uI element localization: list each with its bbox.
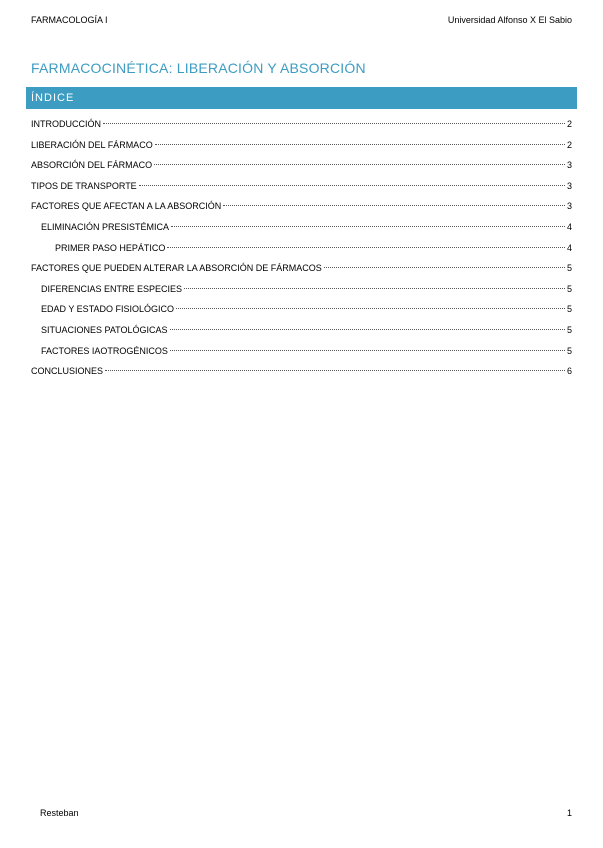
toc-dot-leader [324, 267, 565, 268]
document-title: FARMACOCINÉTICA: LIBERACIÓN Y ABSORCIÓN [31, 60, 366, 76]
toc-entry[interactable] [31, 135, 572, 156]
toc-entry-label: FACTORES QUE PUEDEN ALTERAR LA ABSORCIÓN DE FÁRMACOS [31, 263, 322, 274]
toc-entry-page: 5 [566, 345, 572, 356]
toc-entry-page: 6 [566, 366, 572, 377]
toc-entry-page: 5 [566, 304, 572, 315]
toc-dot-leader [223, 205, 565, 206]
toc-entry-label: PRIMER PASO HEPÁTICO [55, 242, 166, 253]
toc-entry[interactable] [31, 155, 572, 176]
toc-entry-label: TIPOS DE TRANSPORTE [31, 180, 137, 191]
toc-entry-label: LIBERACIÓN DEL FÁRMACO [31, 139, 153, 150]
toc-entry[interactable] [31, 299, 572, 320]
header-course: FARMACOLOGÍA I [31, 15, 108, 25]
toc-entry-label: ELIMINACIÓN PRESISTÉMICA [41, 221, 170, 232]
toc-entry-page: 3 [566, 201, 572, 212]
toc-entry[interactable] [31, 217, 572, 238]
toc-dot-leader [170, 329, 565, 330]
toc-dot-leader [105, 370, 565, 371]
toc-entry-label: CONCLUSIONES [31, 366, 104, 377]
page-footer [40, 808, 572, 822]
toc-entry-label: ABSORCIÓN DEL FÁRMACO [31, 160, 153, 171]
toc-dot-leader [184, 288, 565, 289]
toc-entry-page: 3 [566, 160, 572, 171]
toc-entry-page: 4 [566, 242, 572, 253]
toc-entry-label: FACTORES IAOTROGÉNICOS [41, 345, 168, 356]
toc-entry[interactable] [31, 238, 572, 259]
toc-dot-leader [176, 308, 565, 309]
toc-entry-label: EDAD Y ESTADO FISIOLÓGICO [41, 304, 175, 315]
toc-entry[interactable] [31, 320, 572, 341]
toc-entry-label: FACTORES QUE AFECTAN A LA ABSORCIÓN [31, 201, 222, 212]
index-heading-bar [26, 87, 577, 109]
toc-entry-page: 2 [566, 119, 572, 129]
toc-entry[interactable] [31, 114, 572, 135]
index-heading: ÍNDICE [31, 92, 75, 104]
toc-entry[interactable] [31, 279, 572, 300]
table-of-contents [31, 114, 572, 382]
toc-entry[interactable] [31, 196, 572, 217]
toc-dot-leader [167, 247, 565, 248]
toc-entry-page: 2 [566, 139, 572, 150]
toc-entry[interactable] [31, 341, 572, 362]
toc-entry[interactable] [31, 258, 572, 279]
toc-entry-label: INTRODUCCIÓN [31, 119, 101, 129]
toc-entry[interactable] [31, 176, 572, 197]
footer-page-number: 1 [566, 808, 572, 818]
toc-dot-leader [103, 123, 565, 124]
toc-dot-leader [170, 350, 565, 351]
header-university: Universidad Alfonso X El Sabio [447, 15, 572, 25]
toc-dot-leader [139, 185, 565, 186]
toc-entry-page: 5 [566, 324, 572, 335]
toc-entry[interactable] [31, 361, 572, 382]
toc-entry-page: 5 [566, 283, 572, 294]
toc-dot-leader [155, 144, 565, 145]
toc-entry-page: 4 [566, 221, 572, 232]
toc-dot-leader [171, 226, 565, 227]
page-header [31, 15, 572, 29]
toc-entry-page: 3 [566, 180, 572, 191]
toc-entry-label: SITUACIONES PATOLÓGICAS [41, 324, 168, 335]
toc-entry-label: DIFERENCIAS ENTRE ESPECIES [41, 283, 183, 294]
footer-author: Resteban [40, 808, 79, 818]
toc-entry-page: 5 [566, 263, 572, 274]
toc-dot-leader [154, 164, 565, 165]
